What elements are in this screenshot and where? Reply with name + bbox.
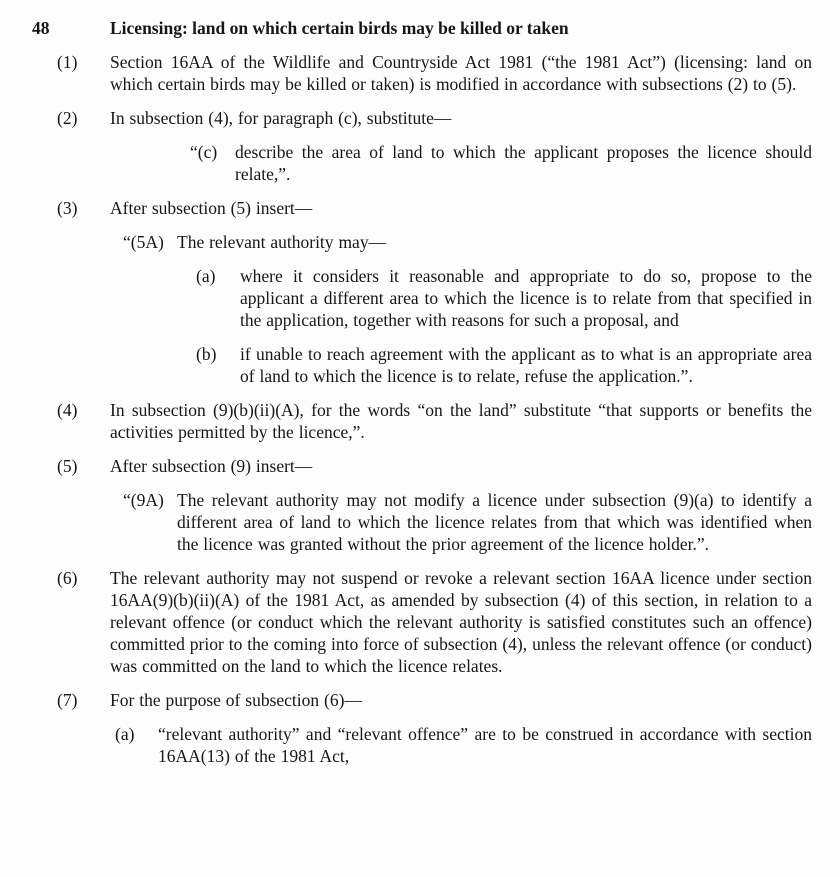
- quoted-subparagraph-a-marker: (a): [196, 266, 216, 286]
- section-heading-row: [32, 17, 812, 39]
- quoted-subsection-9A-marker: “(9A): [123, 490, 164, 510]
- subsection-3-text: After subsection (5) insert—: [110, 198, 313, 218]
- subsection-3-marker: (3): [57, 198, 78, 218]
- quoted-subsection-9A: [123, 489, 812, 555]
- quoted-subparagraph-a: [196, 265, 812, 331]
- quoted-subsection-9A-text: The relevant authority may not modify a licence under subsection (9)(a) to identify a different area of land to which the licence relates from that which was identified when the licence was granted without the prior agreement of the licence holder.”.: [177, 490, 812, 554]
- subsection-1-marker: (1): [57, 52, 78, 72]
- section-number: 48: [32, 18, 50, 38]
- quoted-subparagraph-b-text: if unable to reach agreement with the applicant as to what is an appropriate area of land to which the licence is to relate, refuse the application.”.: [240, 344, 812, 386]
- quoted-paragraph-c-text: describe the area of land to which the applicant proposes the licence should relate,”.: [235, 142, 812, 184]
- subsection-1: [57, 51, 812, 95]
- subsection-6-text: The relevant authority may not suspend or revoke a relevant section 16AA licence under section 16AA(9)(b)(ii)(A) of the 1981 Act, as amended by subsection (4) of this section, in relation to a relevant offence (or conduct which the relevant authority is satisfied constitutes such an offence) committed prior to the coming into force of subsection (4), unless the relevant offence (or conduct) was committed on the land to which the licence relates.: [110, 568, 812, 676]
- quoted-subparagraph-b-marker: (b): [196, 344, 217, 364]
- subsection-5-marker: (5): [57, 456, 78, 476]
- subsection-3: [57, 197, 812, 219]
- quoted-paragraph-c-marker: “(c): [190, 142, 218, 162]
- subsection-4: [57, 399, 812, 443]
- subsection-5-text: After subsection (9) insert—: [110, 456, 313, 476]
- subsection-5: [57, 455, 812, 477]
- quoted-subsection-5A-text: The relevant authority may—: [177, 232, 387, 252]
- quoted-subparagraph-b: [196, 343, 812, 387]
- paragraph-7a: [115, 723, 812, 767]
- quoted-subsection-5A-marker: “(5A): [123, 232, 164, 252]
- subsection-7-marker: (7): [57, 690, 78, 710]
- quoted-subsection-5A: [123, 231, 812, 253]
- section-title: Licensing: land on which certain birds may be killed or taken: [110, 18, 569, 38]
- subsection-4-marker: (4): [57, 400, 78, 420]
- paragraph-7a-text: “relevant authority” and “relevant offence” are to be construed in accordance with section 16AA(13) of the 1981 Act,: [158, 724, 812, 766]
- subsection-4-text: In subsection (9)(b)(ii)(A), for the words “on the land” substitute “that supports or benefits the activities permitted by the licence,”.: [110, 400, 812, 442]
- subsection-6-marker: (6): [57, 568, 78, 588]
- quoted-subparagraph-a-text: where it considers it reasonable and appropriate to do so, propose to the applicant a different area to which the licence is to relate from that specified in the application, together with reasons for such a proposal, and: [240, 266, 812, 330]
- quoted-paragraph-c: [190, 141, 812, 185]
- subsection-7-text: For the purpose of subsection (6)—: [110, 690, 362, 710]
- subsection-6: [57, 567, 812, 677]
- paragraph-7a-marker: (a): [115, 724, 135, 744]
- subsection-2-text: In subsection (4), for paragraph (c), substitute—: [110, 108, 452, 128]
- subsection-7: [57, 689, 812, 711]
- subsection-2: [57, 107, 812, 129]
- subsection-1-text: Section 16AA of the Wildlife and Countryside Act 1981 (“the 1981 Act”) (licensing: land on which certain birds may be killed or taken) is modified in accordance with subsections (2) to (5).: [110, 52, 812, 94]
- subsection-2-marker: (2): [57, 108, 78, 128]
